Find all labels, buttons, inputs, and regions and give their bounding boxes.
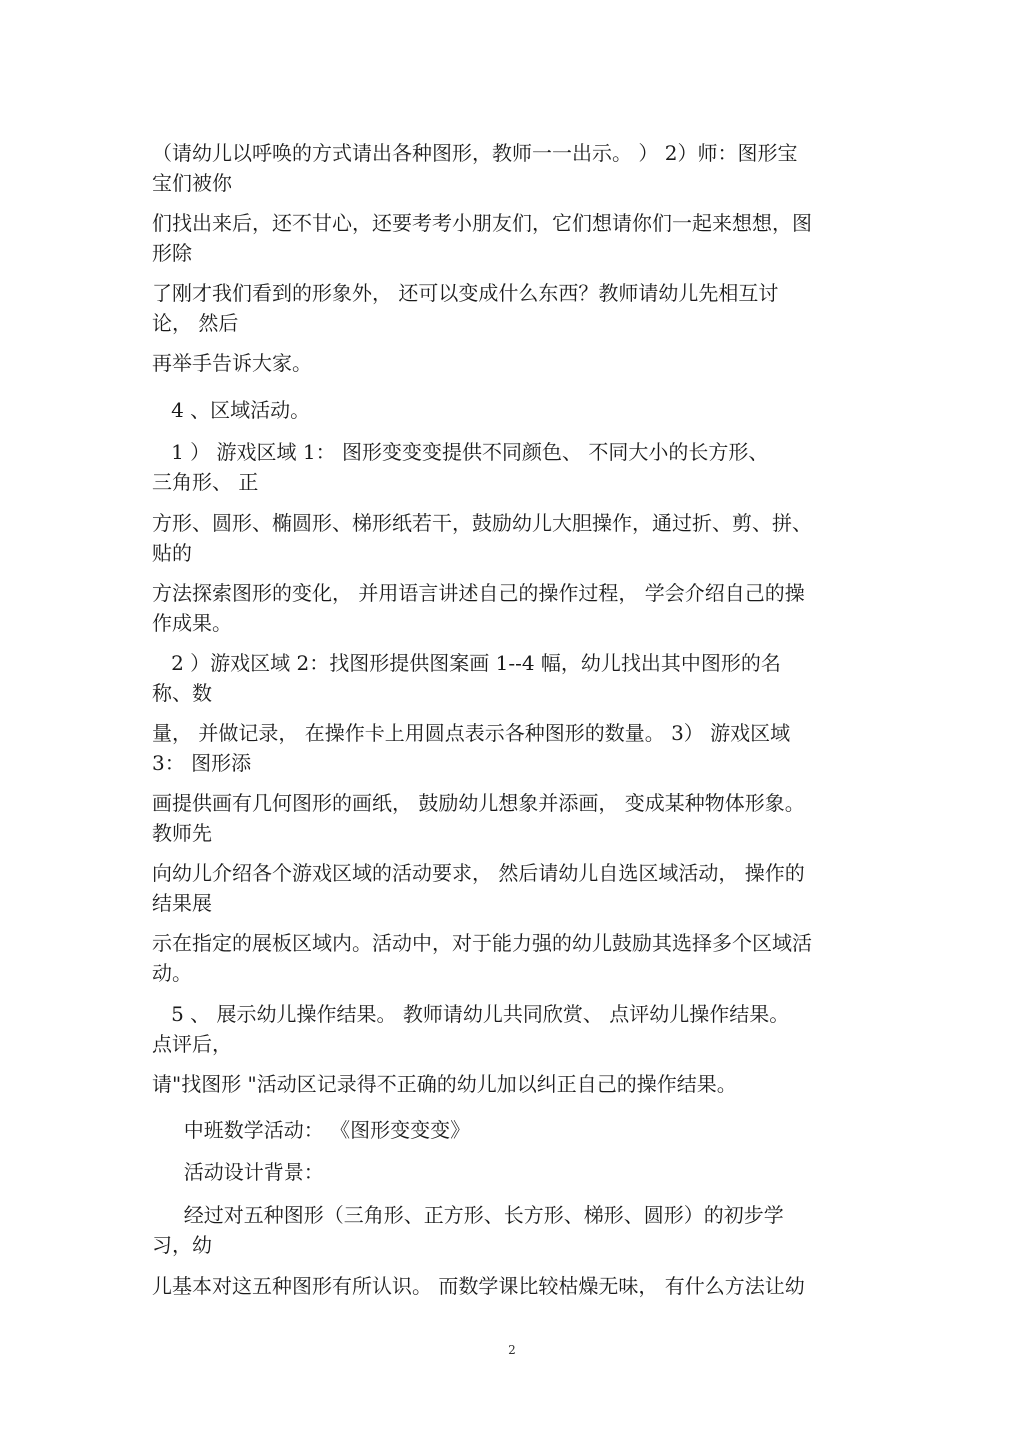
paragraph-2: 们找出来后，还不甘心，还要考考小朋友们，它们想请你们一起来想想，图 形除 (152, 211, 812, 265)
paragraph-14: 请"找图形 "活动区记录得不正确的幼儿加以纠正自己的操作结果。 (152, 1072, 737, 1096)
section-heading-regional-activities: 4 、区域活动。 (152, 398, 311, 422)
activity-title: 中班数学活动： 《图形变变变》 (152, 1118, 471, 1142)
paragraph-12: 示在指定的展板区域内。活动中，对于能力强的幼儿鼓励其选择多个区域活 动。 (152, 931, 812, 985)
paragraph-3: 了刚才我们看到的形象外， 还可以变成什么东西？教师请幼儿先相互讨 论， 然后 (152, 281, 779, 335)
section-heading-design-background: 活动设计背景： (152, 1160, 324, 1184)
page-number: 2 (508, 1343, 516, 1357)
paragraph-6: 方形、圆形、椭圆形、梯形纸若干，鼓励幼儿大胆操作，通过折、剪、拼、 贴的 (152, 511, 812, 565)
paragraph-1: （请幼儿以呼唤的方式请出各种图形，教师一一出示。 ） 2）师：图形宝 宝们被你 (152, 141, 798, 195)
paragraph-4: 再举手告诉大家。 (152, 351, 312, 375)
paragraph-game-area-2: 2 ）游戏区域 2：找图形提供图案画 1--4 幅，幼儿找出其中图形的名 称、数 (152, 651, 781, 705)
paragraph-17: 经过对五种图形（三角形、正方形、长方形、梯形、圆形）的初步学 习，幼 (152, 1203, 784, 1257)
paragraph-10: 画提供画有几何图形的画纸， 鼓励幼儿想象并添画， 变成某种物体形象。 教师先 (152, 791, 805, 845)
paragraph-18: 儿基本对这五种图形有所认识。 而数学课比较枯燥无味， 有什么方法让幼 (152, 1274, 805, 1298)
paragraph-11: 向幼儿介绍各个游戏区域的活动要求， 然后请幼儿自选区域活动， 操作的 结果展 (152, 861, 805, 915)
paragraph-7: 方法探索图形的变化， 并用语言讲述自己的操作过程， 学会介绍自己的操 作成果。 (152, 581, 805, 635)
paragraph-show-results: 5 、 展示幼儿操作结果。 教师请幼儿共同欣赏、 点评幼儿操作结果。 点评后， (152, 1002, 790, 1056)
paragraph-9: 量， 并做记录， 在操作卡上用圆点表示各种图形的数量。 3） 游戏区域 3： 图形添 (152, 721, 791, 775)
paragraph-game-area-1: 1 ） 游戏区域 1： 图形变变变提供不同颜色、 不同大小的长方形、 三角形、 正 (152, 440, 769, 494)
